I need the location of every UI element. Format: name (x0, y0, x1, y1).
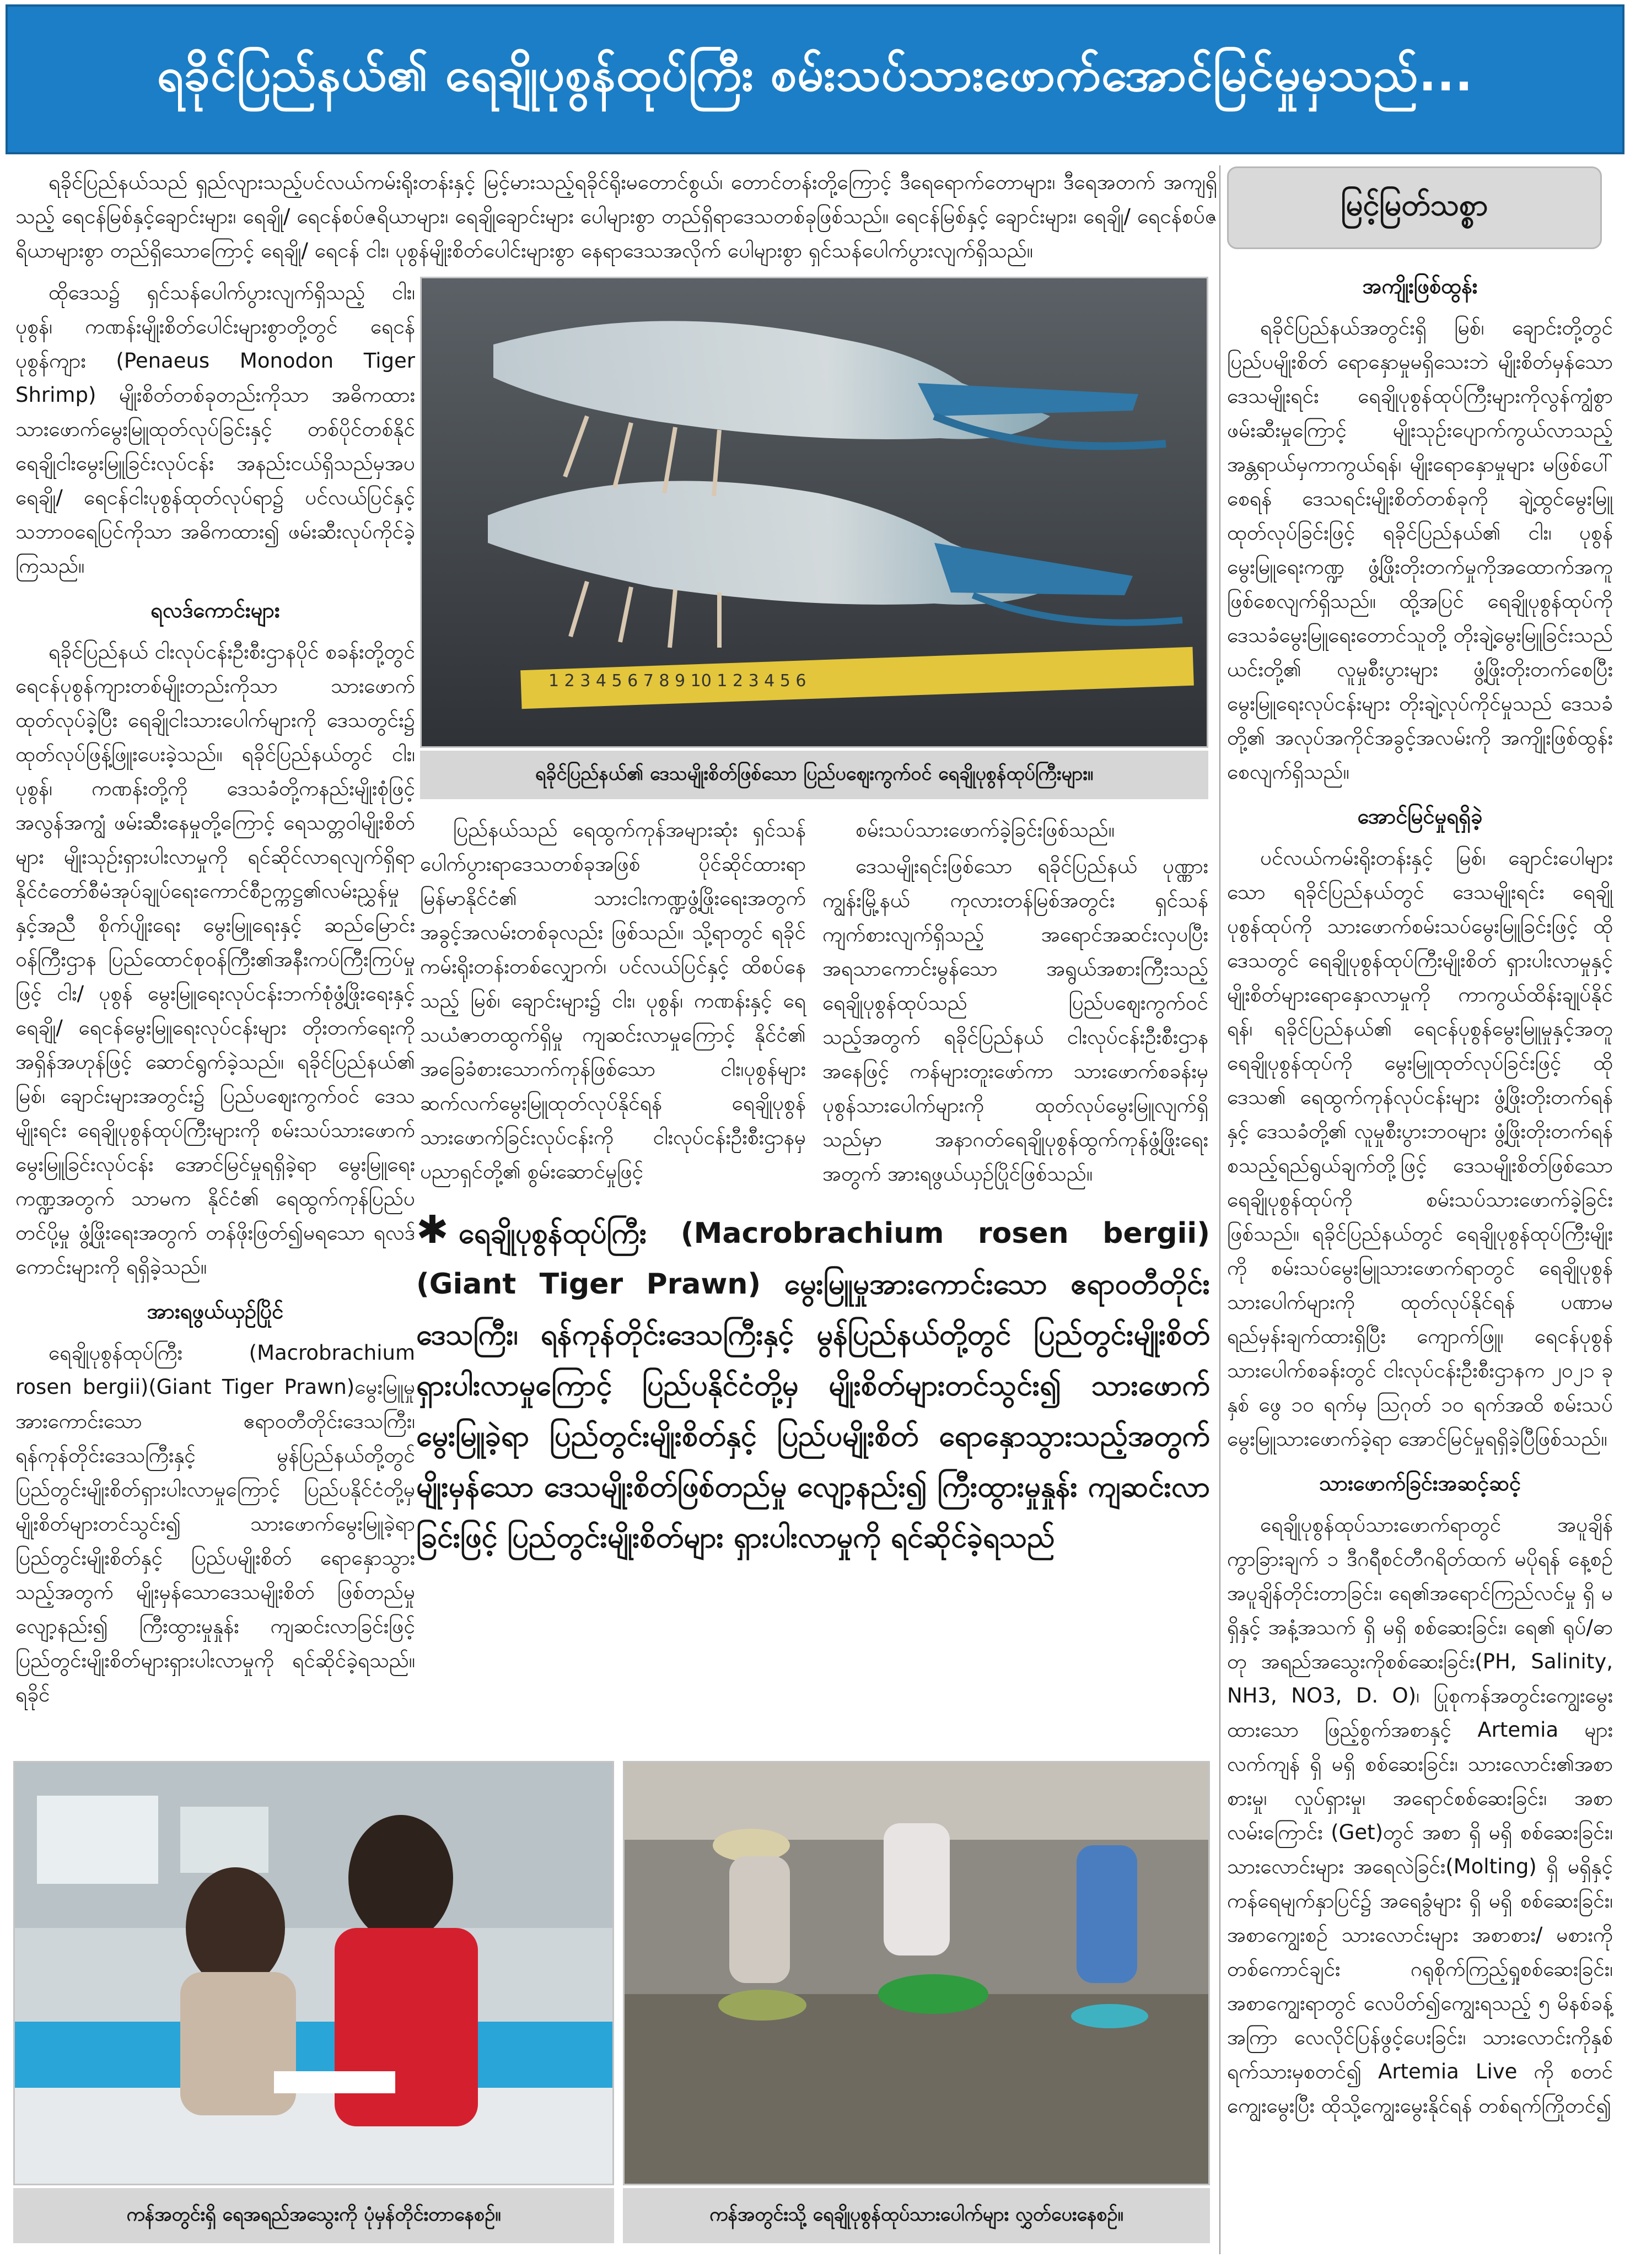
pond-caption: ကန်အတွင်းသို့ ရေချိုပုစွန်ထုပ်သားပေါက်များ လွှတ်ပေးနေစဉ်။ (623, 2188, 1210, 2243)
author-badge: မြင့်မြတ်သစ္စာ (1227, 166, 1602, 249)
sidebar-column (1227, 259, 1613, 2249)
sidebar-heading-2: အောင်မြင်မှုရရှိခဲ့ (1357, 804, 1483, 828)
col3-para-1: စမ်းသပ်သားဖောက်ခဲ့ခြင်းဖြစ်သည်။ (856, 818, 1115, 842)
column-1 (15, 276, 415, 1747)
lab-photo (13, 1761, 614, 2185)
column-divider (1219, 165, 1220, 2254)
col2-para-1: ပြည်နယ်သည် ရေထွက်ကုန်အများဆုံး ရှင်သန်ပေါက်ပွားရာဒေသတစ်ခုအဖြစ် ပိုင်ဆိုင်ထားရာ မြန်မာနိုင်ငံ၏ သားငါးကဏ္ဍဖွံ့ဖြိုးရေးအတွက် အခွင့်အလမ်းတစ်ခုလည်း ဖြစ်သည်။ သို့ရာတွင် ရခိုင်ကမ်းရိုးတန်းတစ်လျှောက်၊ ပင်လယ်ပြင်နှင့် ထိစပ်နေသည့် မြစ်၊ ချောင်းများ၌ ငါး၊ ပုစွန်၊ ကဏန်းနှင့် ရေသယံဇာတထွက်ရှိမှု ကျဆင်းလာမှုကြောင့် နိုင်ငံ၏ အခြေခံစားသောက်ကုန်ဖြစ်သော ငါး၊ပုစွန်များ ဆက်လက်မွေးမြူထုတ်လုပ်နိုင်ရန် ရေချိုပုစွန်သားဖောက်ခြင်းလုပ်ငန်းကို ငါးလုပ်ငန်းဦးစီးဌာနမှ ပညာရှင်တို့၏ စွမ်းဆောင်မှုဖြင့် (420, 818, 806, 1183)
prawn-image (422, 278, 1207, 746)
prawn-photo (420, 277, 1208, 748)
sidebar-heading-3: သားဖောက်ခြင်းအဆင့်ဆင့် (1319, 1471, 1521, 1495)
title-banner (6, 4, 1624, 154)
pond-photo (623, 1761, 1210, 2185)
pull-quote-text: ရေချိုပုစွန်ထုပ်ကြီး (Macrobrachium rosen bergii) (Giant Tiger Prawn) မွေးမြူမှုအားကောင်းသော ဧရာဝတီတိုင်းဒေသကြီး၊ ရန်ကုန်တိုင်းဒေသကြီးနှင့် မွန်ပြည်နယ်တို့တွင် ပြည်တွင်းမျိုးစိတ် ရှားပါးလာမှုကြောင့် ပြည်ပနိုင်ငံတို့မှ မျိုးစိတ်များတင်သွင်း၍ သားဖောက်မွေးမြူခဲ့ရာ ပြည်တွင်းမျိုးစိတ်နှင့် ပြည်ပမျိုးစိတ် ရောနှောသွားသည့်အတွက် မျိုးမှန်သော ဒေသမျိုးစိတ်ဖြစ်တည်မှု လျော့နည်း၍ ကြီးထွားမှုနှုန်း ကျဆင်းလာခြင်းဖြင့် ပြည်တွင်းမျိုးစိတ်များ ရှားပါးလာမှုကို ရင်ဆိုင်ခဲ့ရသည် (416, 1217, 1210, 1554)
sidebar-heading-1: အကျိုးဖြစ်ထွန်း (1362, 274, 1478, 298)
col1-para-1: ထိုဒေသ၌ ရှင်သန်ပေါက်ပွားလျက်ရှိသည့် ငါး၊ ပုစွန်၊ ကဏန်းမျိုးစိတ်ပေါင်းများစွာတို့တွင် ရေငန်ပုစွန်ကျား (Penaeus Monodon Tiger Shrimp) မျိုးစိတ်တစ်ခုတည်းကိုသာ အဓိကထား သားဖောက်မွေးမြူထုတ်လုပ်ခြင်းနှင့် တစ်ပိုင်တစ်နိုင် ရေချိုငါးမွေးမြူခြင်းလုပ်ငန်း အနည်းငယ်ရှိသည်မှအပ ရေချို/ ရေငန်ငါးပုစွန်ထုတ်လုပ်ရာ၌ ပင်လယ်ပြင်နှင့်သဘာဝရေပြင်ကိုသာ အဓိကထား၍ ဖမ်းဆီးလုပ်ကိုင်ခဲ့ကြသည်။ (15, 281, 415, 578)
ruler-numbers: 1 2 3 4 5 6 7 8 9 10 1 2 3 4 5 6 (548, 671, 806, 691)
pull-quote (416, 1204, 1210, 1717)
pond-image (625, 1763, 1208, 2184)
col1-heading-1: ရလဒ်ကောင်းများ (150, 598, 280, 622)
sidebar-para-1: ရခိုင်ပြည်နယ်အတွင်းရှိ မြစ်၊ ချောင်းတို့တွင် ပြည်ပမျိုးစိတ် ရောနှောမှုမရှိသေးဘဲ မျိုးစိတ်မှန်သော ဒေသမျိုးရင်း ရေချိုပုစွန်ထုပ်ကြီးများကိုလွန်ကျွံစွာဖမ်းဆီးမှုကြောင့် မျိုးသုဉ်းပျောက်ကွယ်လာသည့် အန္တရာယ်မှကာကွယ်ရန်၊ မျိုးရောနှောမှုများ မဖြစ်ပေါ်စေရန် ဒေသရင်းမျိုးစိတ်တစ်ခုကို ချဲ့ထွင်မွေးမြူထုတ်လုပ်ခြင်းဖြင့် ရခိုင်ပြည်နယ်၏ ငါး၊ ပုစွန်မွေးမြူရေးကဏ္ဍ ဖွံ့ဖြိုးတိုးတက်မှုကိုအထောက်အကူဖြစ်စေလျက်ရှိသည်။ ထို့အပြင် ရေချိုပုစွန်ထုပ်ကို ဒေသခံမွေးမြူရေးတောင်သူတို့ တိုးချဲ့မွေးမြူခြင်းသည် ယင်းတို့၏ လူမှုစီးပွားများ ဖွံ့ဖြိုးတိုးတက်စေပြီး မွေးမြူရေးလုပ်ငန်းများ တိုးချဲ့လုပ်ကိုင်မှုသည် ဒေသခံတို့၏ အလုပ်အကိုင်အခွင့်အလမ်းကို အကျိုးဖြစ်ထွန်းစေလျက်ရှိသည်။ (1227, 316, 1613, 784)
headline: ရခိုင်ပြည်နယ်၏ ရေချိုပုစွန်ထုပ်ကြီး စမ်းသပ်သားဖောက်အောင်မြင်မှုမှသည်... (157, 47, 1473, 101)
col1-para-2: ရခိုင်ပြည်နယ် ငါးလုပ်ငန်းဦးစီးဌာနပိုင် စခန်းတို့တွင် ရေငန်ပုစွန်ကျားတစ်မျိုးတည်းကိုသာ သားဖောက်ထုတ်လုပ်ခဲ့ပြီး ရေချိုငါးသားပေါက်များကို ဒေသတွင်း၌ ထုတ်လုပ်ဖြန့်ဖြူးပေးခဲ့သည်။ ရခိုင်ပြည်နယ်တွင် ငါး၊ ပုစွန်၊ ကဏန်းတို့ကို ဒေသခံတို့ကနည်းမျိုးစုံဖြင့် အလွန်အကျွံ ဖမ်းဆီးနေမှုတို့ကြောင့် ရေသတ္တဝါမျိုးစိတ်များ မျိုးသုဉ်းရှားပါးလာမှုကို ရင်ဆိုင်လာရလျက်ရှိရာ နိုင်ငံတော်စီမံအုပ်ချုပ်ရေးကောင်စီဥက္ကဋ္ဌ၏လမ်းညွှန်မှုနှင့်အညီ စိုက်ပျိုးရေး မွေးမြူရေးနှင့် ဆည်မြောင်းဝန်ကြီးဌာန ပြည်ထောင်စုဝန်ကြီး၏အနီးကပ်ကြီးကြပ်မှုဖြင့် ငါး/ ပုစွန် မွေးမြူရေးလုပ်ငန်းဘက်စုံဖွံ့ဖြိုးရေးနှင့် ရေချို/ ရေငန်မွေးမြူရေးလုပ်ငန်းများ တိုးတက်ရေးကို အရှိန်အဟုန်ဖြင့် ဆောင်ရွက်ခဲ့သည်။ ရခိုင်ပြည်နယ်၏ မြစ်၊ ချောင်းများအတွင်း၌ ပြည်ပဈေးကွက်ဝင် ဒေသမျိုးရင်း ရေချိုပုစွန်ထုပ်ကြီးများကို စမ်းသပ်သားဖောက်မွေးမြူခြင်းလုပ်ငန်း အောင်မြင်မှုရရှိခဲ့ရာ မွေးမြူရေးကဏ္ဍအတွက် သာမက နိုင်ငံ၏ ရေထွက်ကုန်ပြည်ပတင်ပို့မှု ဖွံ့ဖြိုးရေးအတွက် တန်ဖိုးဖြတ်၍မရသော ရလဒ်ကောင်းများကို ရရှိခဲ့သည်။ (15, 640, 415, 1279)
column-2 (420, 813, 806, 1199)
sidebar-para-3: ရေချိုပုစွန်ထုပ်သားဖောက်ရာတွင် အပူချိန်ကွာခြားချက် ၁ ဒီဂရီစင်တီဂရိတ်ထက် မပိုရန် နေ့စဉ်အပူချိန်တိုင်းတာခြင်း၊ ရေ၏အရောင်ကြည်လင်မှု ရှိ မရှိနှင့် အနံ့အသက် ရှိ မရှိ စစ်ဆေးခြင်း၊ ရေ၏ ရုပ်/ဓာတု အရည်အသွေးကိုစစ်ဆေးခြင်း(PH, Salinity, NH3, NO3, D. O)၊ ပြုစုကန်အတွင်းကျွေးမွေးထားသော ဖြည့်စွက်အစာနှင့် Artemia များ လက်ကျန် ရှိ မရှိ စစ်ဆေးခြင်း၊ သားလောင်း၏အစာစားမှု၊ လှုပ်ရှားမှု၊ အရောင်စစ်ဆေးခြင်း၊ အစာလမ်းကြောင်း (Get)တွင် အစာ ရှိ မရှိ စစ်ဆေးခြင်း၊ သားလောင်းများ အရေလဲခြင်း(Molting) ရှိ မရှိနှင့် ကန်ရေမျက်နှာပြင်၌ အရေခွံများ ရှိ မရှိ စစ်ဆေးခြင်း၊ အစာကျွေးစဉ် သားလောင်းများ အစာစား/ မစားကို တစ်ကောင်ချင်း ဂရုစိုက်ကြည့်ရှုစစ်ဆေးခြင်း၊ အစာကျွေးရာတွင် လေပိတ်၍ကျွေးရသည့် ၅ မိနစ်ခန့်အကြာ လေလိုင်ပြန်ဖွင့်ပေးခြင်း၊ သားလောင်းကိုနှစ်ရက်သားမှစတင်၍ Artemia Live ကို စတင်ကျွေးမွေးပြီး ထိုသို့ကျွေးမွေးနိုင်ရန် တစ်ရက်ကြိုတင်၍ (1227, 1513, 1613, 2118)
lab-image (15, 1763, 612, 2184)
asterisk-icon: ✱ (416, 1207, 449, 1252)
prawn-caption: ရခိုင်ပြည်နယ်၏ ဒေသမျိုးစိတ်ဖြစ်သော ပြည်ပဈေးကွက်ဝင် ရေချိုပုစွန်ထုပ်ကြီးများ။ (420, 751, 1208, 799)
col3-para-2: ဒေသမျိုးရင်းဖြစ်သော ရခိုင်ပြည်နယ် ပုဏ္ဏားကျွန်းမြို့နယ် ကုလားတန်မြစ်အတွင်း ရှင်သန်ကျက်စားလျက်ရှိသည့် အရောင်အဆင်းလှပပြီး အရသာကောင်းမွန်သော အရွယ်အစားကြီးသည့် ရေချိုပုစွန်ထုပ်သည် ပြည်ပဈေးကွက်ဝင်သည့်အတွက် ရခိုင်ပြည်နယ် ငါးလုပ်ငန်းဦးစီးဌာနအနေဖြင့် ကန်များတူးဖော်ကာ သားဖောက်စခန်းမှ ပုစွန်သားပေါက်များကို ထုတ်လုပ်မွေးမြူလျက်ရှိသည်မှာ အနာဂတ်ရေချိုပုစွန်ထွက်ကုန်ဖွံ့ဖြိုးရေးအတွက် အားရဖွယ်ယှဉ်ပြိုင်ဖြစ်သည်။ (822, 854, 1208, 1186)
sidebar-para-2: ပင်လယ်ကမ်းရိုးတန်းနှင့် မြစ်၊ ချောင်းပေါများသော ရခိုင်ပြည်နယ်တွင် ဒေသမျိုးရင်း ရေချိုပုစွန်ထုပ်ကို သားဖောက်စမ်းသပ်မွေးမြူခြင်းဖြင့် ထိုဒေသတွင် ရေချိုပုစွန်ထုပ်ကြီးမျိုးစိတ် ရှားပါးလာမှုနှင့် မျိုးစိတ်များရောနှောလာမှုကို ကာကွယ်ထိန်းချုပ်နိုင်ရန်၊ ရခိုင်ပြည်နယ်၏ ရေငန်ပုစွန်မွေးမြူမှုနှင့်အတူ ရေချိုပုစွန်ထုပ်ကို မွေးမြူထုတ်လုပ်ခြင်းဖြင့် ထိုဒေသ၏ ရေထွက်ကုန်လုပ်ငန်းများ ဖွံ့ဖြိုးတိုးတက်ရန်နှင့် ဒေသခံတို့၏ လူမှုစီးပွားဘဝများ ဖွံ့ဖြိုးတိုးတက်ရန် စသည့်ရည်ရွယ်ချက်တို့ဖြင့် ဒေသမျိုးစိတ်ဖြစ်သော ရေချိုပုစွန်ထုပ်ကို စမ်းသပ်သားဖောက်ခဲ့ခြင်းဖြစ်သည်။ ရခိုင်ပြည်နယ်တွင် ရေချိုပုစွန်ထုပ်ကြီးမျိုးကို စမ်းသပ်မွေးမြူသားဖောက်ရာတွင် ရေချိုပုစွန်သားပေါက်များကို ထုတ်လုပ်နိုင်ရန် ပဏာမရည်မှန်းချက်ထားရှိပြီး ကျောက်ဖြူ၊ ရေငန်ပုစွန်သားပေါက်စခန်းတွင် ငါးလုပ်ငန်းဦးစီးဌာနက ၂၀၂၁ ခုနှစ် ဖွေ ၁၀ ရက်မှ ဩဂုတ် ၁၀ ရက်အထိ စမ်းသပ်မွေးမြူသားဖောက်ခဲ့ရာ အောင်မြင်မှုရရှိခဲ့ပြီဖြစ်သည်။ (1227, 846, 1613, 1451)
lab-caption: ကန်အတွင်းရှိ ရေအရည်အသွေးကို ပုံမှန်တိုင်းတာနေစဉ်။ (13, 2188, 614, 2243)
col1-para-3: ရေချိုပုစွန်ထုပ်ကြီး (Macrobrachium rosen bergii)(Giant Tiger Prawn)မွေးမြူမှုအားကောင်းသော ဧရာဝတီတိုင်းဒေသကြီး၊ ရန်ကုန်တိုင်းဒေသကြီးနှင့် မွန်ပြည်နယ်တို့တွင် ပြည်တွင်းမျိုးစိတ်ရှားပါးလာမှုကြောင့် ပြည်ပနိုင်ငံတို့မှ မျိုးစိတ်များတင်သွင်း၍ သားဖောက်မွေးမြူခဲ့ရာ ပြည်တွင်းမျိုးစိတ်နှင့် ပြည်ပမျိုးစိတ် ရောနှောသွားသည့်အတွက် မျိုးမှန်သောဒေသမျိုးစိတ် ဖြစ်တည်မှုလျော့နည်း၍ ကြီးထွားမှုနှုန်း ကျဆင်းလာခြင်းဖြင့် ပြည်တွင်းမျိုးစိတ်များရှားပါးလာမှုကို ရင်ဆိုင်ခဲ့ရသည်။ ရခိုင် (15, 1341, 415, 1706)
column-3 (822, 813, 1208, 1199)
lead-paragraph: ရခိုင်ပြည်နယ်သည် ရှည်လျားသည့်ပင်လယ်ကမ်းရိုးတန်းနှင့် မြင့်မားသည့်ရခိုင်ရိုးမတောင်စွယ်၊ တောင်တန်းတို့ကြောင့် ဒီရေရောက်တောများ၊ ဒီရေအတက် အကျရှိသည့် ရေငန်မြစ်နှင့်ချောင်းများ၊ ရေချို/ ရေငန်စပ်ဇရိယာများ၊ ရေချိုချောင်းများ ပေါများစွာ တည်ရှိရာဒေသတစ်ခုဖြစ်သည်။ ရေငန်မြစ်နှင့် ချောင်းများ၊ ရေချို/ ရေငန်စပ်ဇရိယာများစွာ တည်ရှိသောကြောင့် ရေချို/ ရေငန် ငါး၊ ပုစွန်မျိုးစိတ်ပေါင်းများစွာ နေရာဒေသအလိုက် ပေါများစွာ ရှင်သန်ပေါက်ပွားလျက်ရှိသည်။ (15, 170, 1217, 262)
col1-heading-2: အားရဖွယ်ယှဉ်ပြိုင် (147, 1299, 284, 1323)
